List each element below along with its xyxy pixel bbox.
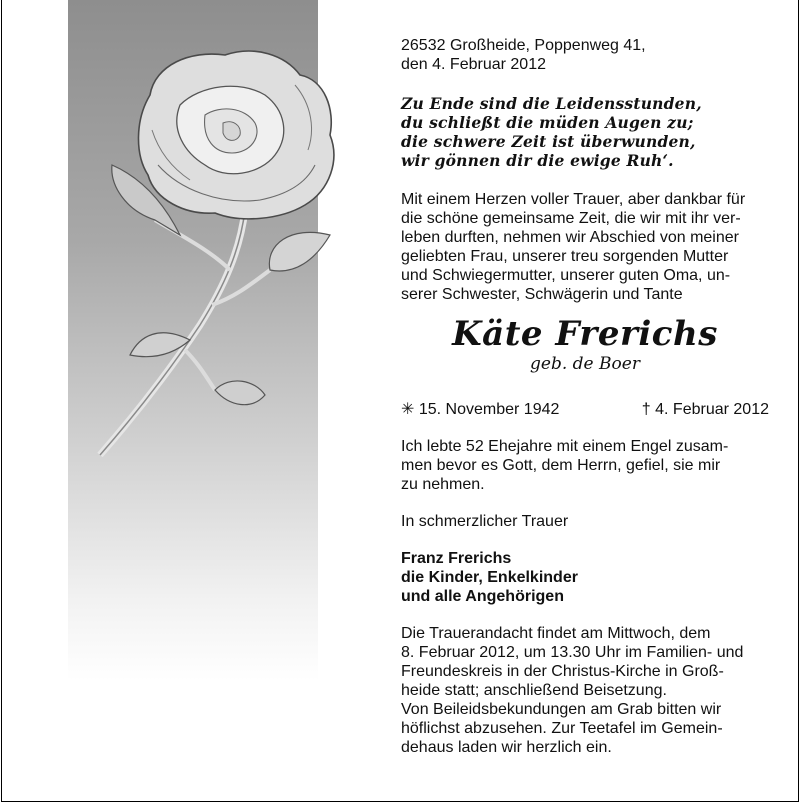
maiden-name: geb. de Boer bbox=[530, 354, 640, 374]
quote-line: Ich lebte 52 Ehejahre mit einem Engel zusam- bbox=[401, 438, 729, 455]
service-line: Von Beileidsbekundungen am Grab bitten wir bbox=[401, 701, 722, 718]
poem-line: wir gönnen dir die ewige Ruh‘. bbox=[401, 151, 674, 170]
service-line: heide statt; anschließend Beisetzung. bbox=[401, 682, 667, 699]
mourner-line: die Kinder, Enkelkinder bbox=[401, 569, 578, 586]
address-line: 26532 Großheide, Poppenweg 41, bbox=[401, 37, 646, 54]
notice-text bbox=[401, 36, 769, 757]
service-paragraph bbox=[401, 624, 769, 757]
mourning-phrase: In schmerzlicher Trauer bbox=[401, 513, 569, 530]
mourner-line: Franz Frerichs bbox=[401, 550, 512, 567]
intro-line: und Schwiegermutter, unserer guten Oma, un- bbox=[401, 267, 731, 284]
rose-illustration bbox=[40, 35, 350, 475]
intro-line: die schöne gemeinsame Zeit, die wir mit ihr ver- bbox=[401, 210, 741, 227]
intro-line: Mit einem Herzen voller Trauer, aber dankbar für bbox=[401, 191, 746, 208]
poem-line: die schwere Zeit ist überwunden, bbox=[401, 132, 696, 151]
service-line: Die Trauerandacht findet am Mittwoch, dem bbox=[401, 625, 711, 642]
poem bbox=[401, 94, 769, 170]
poem-line: du schließt die müden Augen zu; bbox=[401, 113, 694, 132]
intro-paragraph bbox=[401, 190, 769, 304]
intro-line: serer Schwester, Schwägerin und Tante bbox=[401, 286, 683, 303]
life-dates bbox=[401, 400, 769, 419]
quote-line: zu nehmen. bbox=[401, 476, 485, 493]
birth-date: ✳ 15. November 1942 bbox=[401, 401, 560, 418]
mourner-line: und alle Angehörigen bbox=[401, 588, 564, 605]
deceased-name: Käte Frerichs bbox=[452, 314, 718, 354]
service-line: 8. Februar 2012, um 13.30 Uhr im Familien- und bbox=[401, 644, 744, 661]
intro-line: geliebten Frau, unserer treu sorgenden Mutter bbox=[401, 248, 729, 265]
quote-line: men bevor es Gott, dem Herrn, gefiel, sie mir bbox=[401, 457, 721, 474]
service-line: dehaus laden wir herzlich ein. bbox=[401, 739, 612, 756]
service-line: Freundeskreis in der Christus-Kirche in Groß- bbox=[401, 663, 724, 680]
death-date: † 4. Februar 2012 bbox=[641, 401, 769, 418]
quote-paragraph bbox=[401, 437, 769, 494]
poem-line: Zu Ende sind die Leidensstunden, bbox=[401, 94, 702, 113]
mourners-list bbox=[401, 549, 769, 606]
intro-line: leben durften, nehmen wir Abschied von meiner bbox=[401, 229, 739, 246]
service-line: höflichst abzusehen. Zur Teetafel im Gemein- bbox=[401, 720, 723, 737]
date-line: den 4. Februar 2012 bbox=[401, 56, 546, 73]
